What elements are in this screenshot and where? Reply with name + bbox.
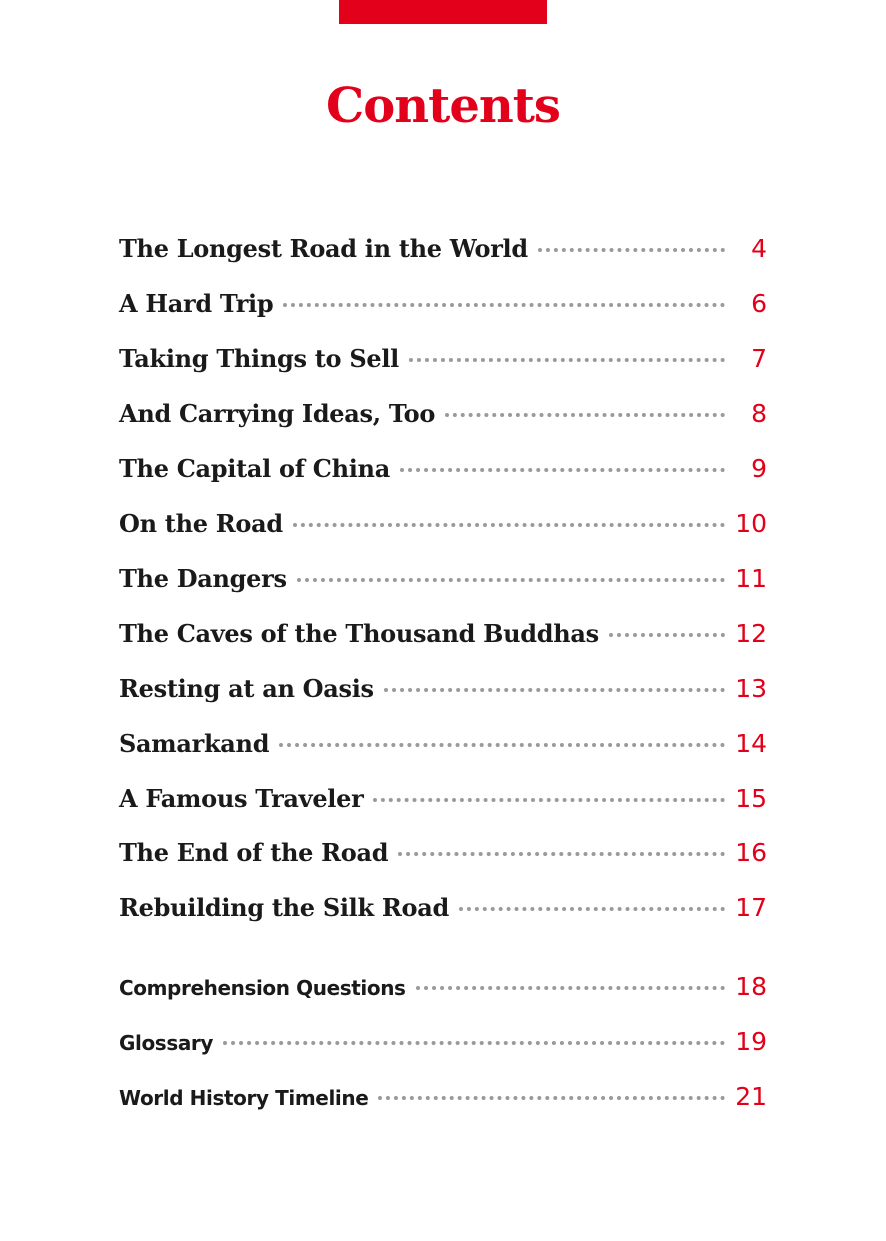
toc-entry-title: A Hard Trip	[119, 289, 274, 318]
toc-entry-page: 6	[751, 289, 767, 318]
dot-leader	[445, 413, 725, 417]
toc-entry-page: 14	[735, 729, 767, 758]
dot-leader	[297, 578, 725, 582]
toc-entry[interactable]	[119, 289, 767, 318]
toc-entry-page: 11	[735, 564, 767, 593]
toc-entry[interactable]	[119, 399, 767, 428]
toc-entry[interactable]	[119, 454, 767, 483]
dot-leader	[409, 358, 725, 362]
toc-entry-title: The Longest Road in the World	[119, 234, 528, 263]
toc-entry-title: The End of the Road	[119, 838, 389, 867]
dot-leader	[400, 468, 725, 472]
toc-entry-page: 13	[735, 674, 767, 703]
toc-entry[interactable]	[119, 784, 767, 813]
toc-entry-title: Samarkand	[119, 729, 270, 758]
toc-entry[interactable]	[119, 344, 767, 373]
toc-entry-title: Comprehension Questions	[119, 976, 406, 1000]
toc-back-matter-entry[interactable]	[119, 972, 767, 1001]
dot-leader	[398, 852, 725, 856]
dot-leader	[416, 986, 725, 990]
toc-entry-title: Rebuilding the Silk Road	[119, 893, 449, 922]
toc-entry-title: On the Road	[119, 509, 283, 538]
toc-entry-title: And Carrying Ideas, Too	[119, 399, 436, 428]
dot-leader	[384, 688, 725, 692]
toc-entry-title: The Capital of China	[119, 454, 390, 483]
dot-leader	[279, 743, 725, 747]
toc-entry-page: 8	[751, 399, 767, 428]
toc-entry-title: The Caves of the Thousand Buddhas	[119, 619, 599, 648]
toc-entry-page: 12	[735, 619, 767, 648]
toc-entry[interactable]	[119, 234, 767, 263]
toc-entry[interactable]	[119, 838, 767, 867]
toc-entry-title: Glossary	[119, 1031, 214, 1055]
table-of-contents	[119, 0, 767, 1241]
toc-entry-page: 10	[735, 509, 767, 538]
toc-back-matter-entry[interactable]	[119, 1027, 767, 1056]
dot-leader	[459, 907, 725, 911]
toc-entry-page: 19	[735, 1027, 767, 1056]
dot-leader	[373, 798, 725, 802]
toc-entry-page: 4	[751, 234, 767, 263]
toc-entry[interactable]	[119, 619, 767, 648]
toc-entry-page: 16	[735, 838, 767, 867]
toc-entry[interactable]	[119, 729, 767, 758]
dot-leader	[609, 633, 725, 637]
toc-entry-page: 7	[751, 344, 767, 373]
toc-entry-title: The Dangers	[119, 564, 287, 593]
toc-entry-page: 17	[735, 893, 767, 922]
toc-entry-title: World History Timeline	[119, 1086, 369, 1110]
dot-leader	[538, 248, 725, 252]
toc-entry-page: 18	[735, 972, 767, 1001]
toc-entry-title: Taking Things to Sell	[119, 344, 399, 373]
toc-entry[interactable]	[119, 674, 767, 703]
page-title: Contents	[326, 78, 560, 134]
toc-entry-page: 9	[751, 454, 767, 483]
toc-back-matter-entry[interactable]	[119, 1082, 767, 1111]
toc-entry-page: 15	[735, 784, 767, 813]
dot-leader	[293, 523, 725, 527]
toc-entry[interactable]	[119, 893, 767, 922]
dot-leader	[223, 1041, 725, 1045]
toc-entry[interactable]	[119, 564, 767, 593]
dot-leader	[283, 303, 725, 307]
toc-entry-title: Resting at an Oasis	[119, 674, 374, 703]
toc-entry[interactable]	[119, 509, 767, 538]
dot-leader	[378, 1096, 725, 1100]
toc-entry-page: 21	[735, 1082, 767, 1111]
toc-entry-title: A Famous Traveler	[119, 784, 364, 813]
